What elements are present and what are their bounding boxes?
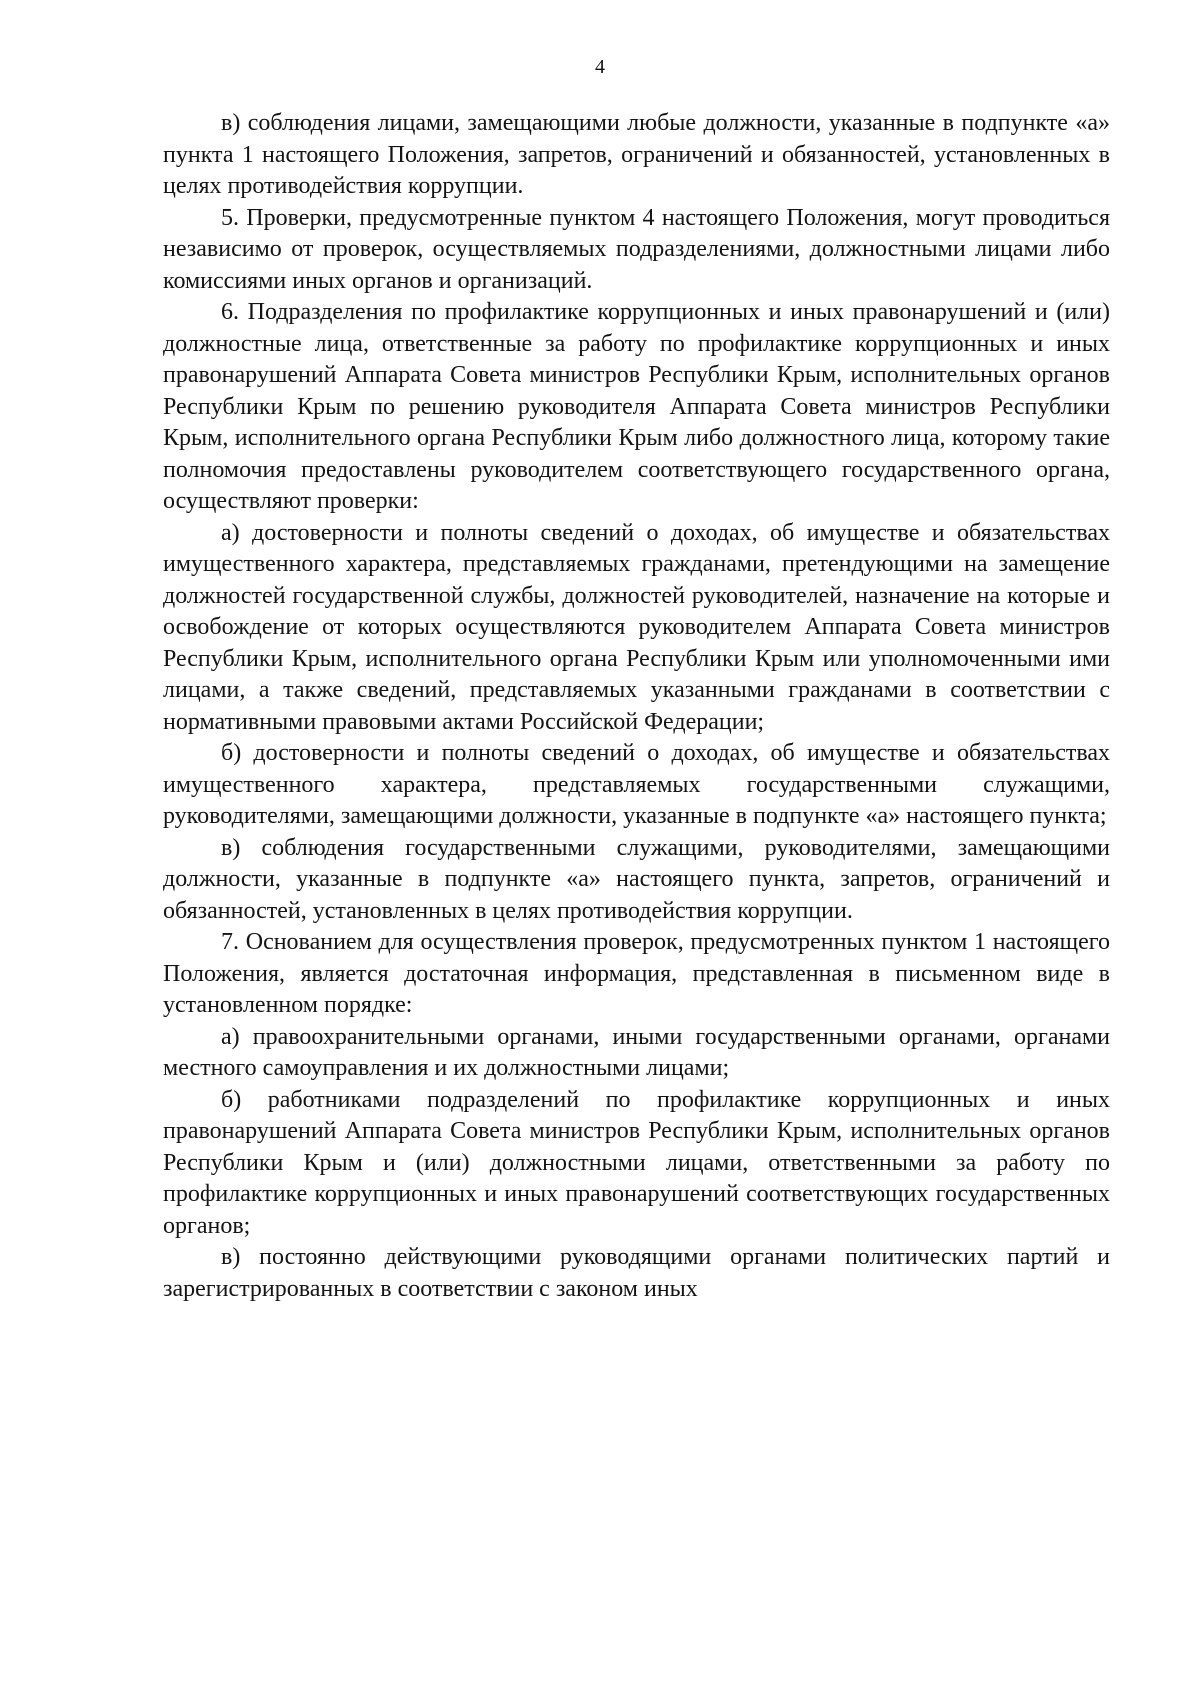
paragraph-6a: а) достоверности и полноты сведений о доходах, об имуществе и обязательствах имущественного характера, представляемых гражданами, претендующими на замещение должностей государственной службы, должностей руководителей, назначение на которые и освобождение от которых осуществляются руководителем Аппарата Совета министров Республики Крым, исполнительного органа Республики Крым или уполномоченными ими лицами, а также сведений, представляемых указанными гражданами в соответствии с нормативными правовыми актами Российской Федерации; (163, 519, 1110, 735)
paragraph-7v: в) постоянно действующими руководящими органами политических партий и зарегистрированных в соответствии с законом иных (163, 1244, 1110, 1302)
paragraph-5: 5. Проверки, предусмотренные пунктом 4 настоящего Положения, могут проводиться независимо от проверок, осуществляемых подразделениями, должностными лицами либо комиссиями иных органов и организаций. (163, 204, 1110, 294)
document-body (163, 108, 1110, 1305)
paragraph-6: 6. Подразделения по профилактике коррупционных и иных правонарушений и (или) должностные лица, ответственные за работу по профилактике коррупционных и иных правонарушений Аппарата Совета министров Республики Крым, исполнительных органов Республики Крым по решению руководителя Аппарата Совета министров Республики Крым, исполнительного органа Республики Крым либо должностного лица, которому такие полномочия предоставлены руководителем соответствующего государственного органа, осуществляют проверки: (163, 299, 1110, 514)
paragraph-7b: б) работниками подразделений по профилактике коррупционных и иных правонарушений Аппарата Совета министров Республики Крым, исполнительных органов Республики Крым и (или) должностными лицами, ответственными за работу по профилактике коррупционных и иных правонарушений соответствующих государственных органов; (163, 1086, 1110, 1239)
paragraph-6v: в) соблюдения государственными служащими, руководителями, замещающими должности, указанные в подпункте «а» настоящего пункта, запретов, ограничений и обязанностей, установленных в целях противодействия коррупции. (163, 834, 1110, 924)
paragraph-6b: б) достоверности и полноты сведений о доходах, об имуществе и обязательствах имущественного характера, представляемых государственными служащими, руководителями, замещающими должности, указанные в подпункте «а» настоящего пункта; (163, 740, 1110, 829)
paragraph-7: 7. Основанием для осуществления проверок, предусмотренных пунктом 1 настоящего Положения, является достаточная информация, представленная в письменном виде в установленном порядке: (163, 929, 1110, 1018)
paragraph-4v-continuation: в) соблюдения лицами, замещающими любые должности, указанные в подпункте «а» пункта 1 настоящего Положения, запретов, ограничений и обязанностей, установленных в целях противодействия коррупции. (163, 110, 1110, 199)
page-number: 4 (595, 56, 605, 78)
paragraph-7a: а) правоохранительными органами, иными государственными органами, органами местного самоуправления и их должностными лицами; (163, 1023, 1110, 1081)
